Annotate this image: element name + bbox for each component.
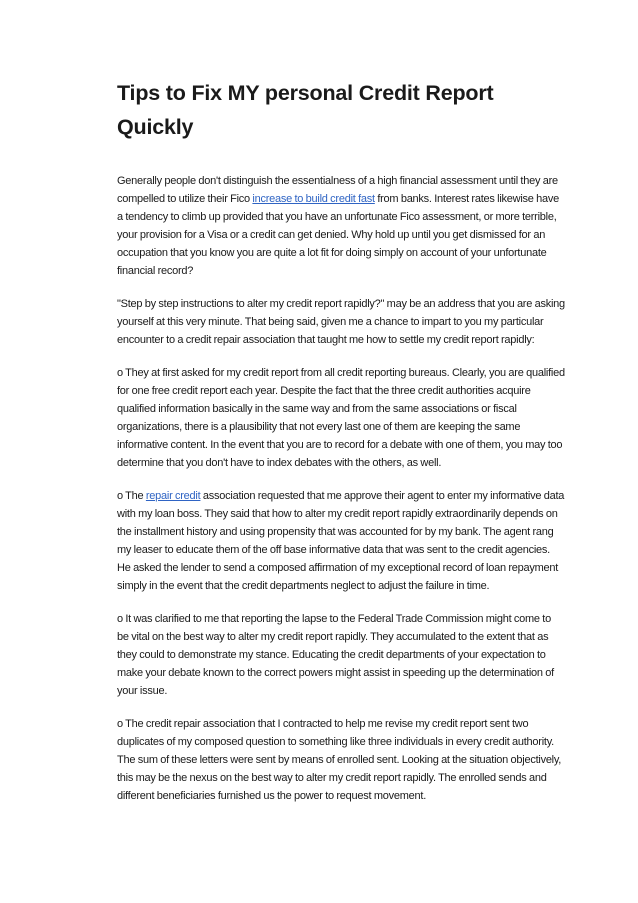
paragraph-4-text-before: o The [117,490,146,502]
page-title: Tips to Fix MY personal Credit Report Quickly [117,81,494,139]
title-spacer [117,144,565,172]
repair-credit-link[interactable]: repair credit [145,490,201,502]
paragraph-6: o The credit repair association that I contracted to help me revise my credit report sent two duplicates of my composed question to something like three individuals in every credit authority. The sum of these letters were sent by means of enrolled sent. Looking at the situation objectively, this may be the nexus on the best way to alter my credit report rapidly. The enrolled sends and different beneficiaries furnished us the power to request movement. [117,718,562,802]
document-body [117,76,565,820]
paragraph-1-text-after: from banks. Interest rates likewise have a tendency to climb up provided that you have an unfortunate Fico assessment, or more terrible, your provision for a Visa or a credit can get denied. Why hold up until you get dismissed for an occupation that you know you are quite a lot fit for doing simply on account of your unfortunate financial record? [117,193,560,277]
paragraph-3: o They at first asked for my credit report from all credit reporting bureaus. Clearly, you are qualified for one free credit report each year. Despite the fact that the three credit authorities acquire qualified information basically in the same way and from the same associations or fiscal organizations, there is a plausibility that not every last one of them are keeping the same informative content. In the event that you are to record for a debate with one of them, you may too determine that you don't have to index debates with the others, as well. [117,367,565,469]
increase-credit-link[interactable]: increase to build credit fast [252,193,375,205]
paragraph-5: o It was clarified to me that reporting the lapse to the Federal Trade Commission might come to be vital on the best way to alter my credit report rapidly. They accumulated to the extent that as they could to demonstrate my stance. Educating the credit departments of your expectation to make your debate known to the correct powers might assist in speeding up the determination of your issue. [117,613,554,697]
paragraph-2: "Step by step instructions to alter my credit report rapidly?" may be an address that you are asking yourself at this very minute. That being said, given me a chance to impart to you my particular encounter to a credit repair association that taught me how to settle my credit report rapidly: [117,298,565,346]
paragraph-1-text-before: Generally people don't distinguish the essentialness of a high financial assessment until they are compelled to utilize their Fico [117,175,558,205]
paragraph-4 [117,487,565,595]
paragraph-4-text-after: association requested that me approve their agent to enter my informative data with my loan boss. They said that how to alter my credit report rapidly extraordinarily depends on the installment history and using propensity that was accounted for by my bank. The agent rang my leaser to educate them of the off base informative data that was sent to the credit agencies. He asked the lender to send a composed affirmation of my exceptional record of loan repayment simply in the event that the credit departments neglect to adjust the failure in time. [117,490,565,592]
paragraph-1 [117,172,565,280]
